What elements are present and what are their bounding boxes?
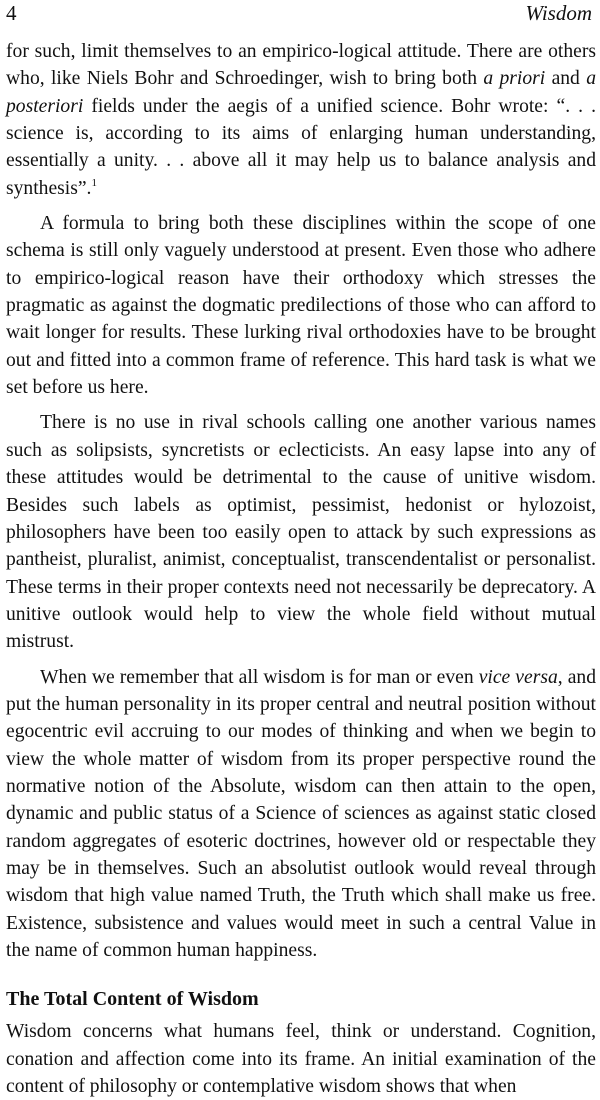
section-heading: The Total Content of Wisdom	[6, 988, 259, 1011]
paragraph-1	[6, 38, 596, 202]
paragraph-3: There is no use in rival schools calling one another various names such as solipsists, syncretists or eclecticists. An easy lapse into any of these attitudes would be detrimental to the cause of unitive wisdom. Besides such labels as optimist, pessimist, hedonist or hylozoist, philosophers have been too easily open to attack by such expressions as pantheist, pluralist, animist, conceptualist, transcendentalist or personalist. These terms in their proper contexts need not necessarily be deprecatory. A unitive outlook would help to view the whole field without mutual mistrust.	[6, 412, 596, 653]
paragraph-1-text-c: fields under the aegis of a unified science. Bohr wrote: “. . . science is, according to its aims of enlarging human understanding, essentially a unity. . . above all it may help us to balance analysis and synthesis”.	[6, 95, 596, 199]
body-text	[6, 38, 596, 1100]
paragraph-2: A formula to bring both these disciplines within the scope of one schema is still only vaguely understood at present. Even those who adhere to empirico-logical reason have their orthodoxy which stresses the pragmatic as against the dogmatic predilections of those who can afford to wait longer for results. These lurking rival orthodoxies have to be brought out and fitted into a common frame of reference. This hard task is what we set before us here.	[6, 213, 596, 399]
running-head	[6, 0, 592, 26]
running-title: Wisdom	[525, 1, 592, 25]
paragraph-4-text-a: When we remember that all wisdom is for man or even	[40, 666, 479, 688]
italic-a-posteriori: a posteriori	[6, 68, 596, 117]
paragraph-4	[6, 664, 596, 965]
footnote-marker: 1	[91, 176, 97, 189]
section-paragraph-1: Wisdom concerns what humans feel, think or understand. Cognition, conation and affection come into its frame. An initial examination of the content of philosophy or contemplative wisdom shows that when	[6, 1021, 596, 1098]
paragraph-1-text-b: and	[545, 68, 587, 90]
italic-vice-versa: vice versa	[478, 666, 558, 688]
paragraph-4-text-b: , and put the human personality in its proper central and neutral position without egocentric evil accruing to our modes of thinking and when we begin to view the whole matter of wisdom from its proper perspective round the normative notion of the Absolute, wisdom can then attain to the open, dynamic and public status of a Science of sciences as against static closed random aggregates of esoteric doctrines, however old or respectable they may be in themselves. Such an absolutist outlook would reveal through wisdom that high value named Truth, the Truth which shall make us free. Existence, subsistence and values would meet in such a central Value in the name of common human happiness.	[6, 666, 596, 961]
paragraph-1-text-a: for such, limit themselves to an empirico-logical attitude. There are others who, like Niels Bohr and Schroedinger, wish to bring both	[6, 41, 596, 90]
page-number: 4	[6, 1, 17, 25]
italic-a-priori: a priori	[483, 68, 546, 90]
